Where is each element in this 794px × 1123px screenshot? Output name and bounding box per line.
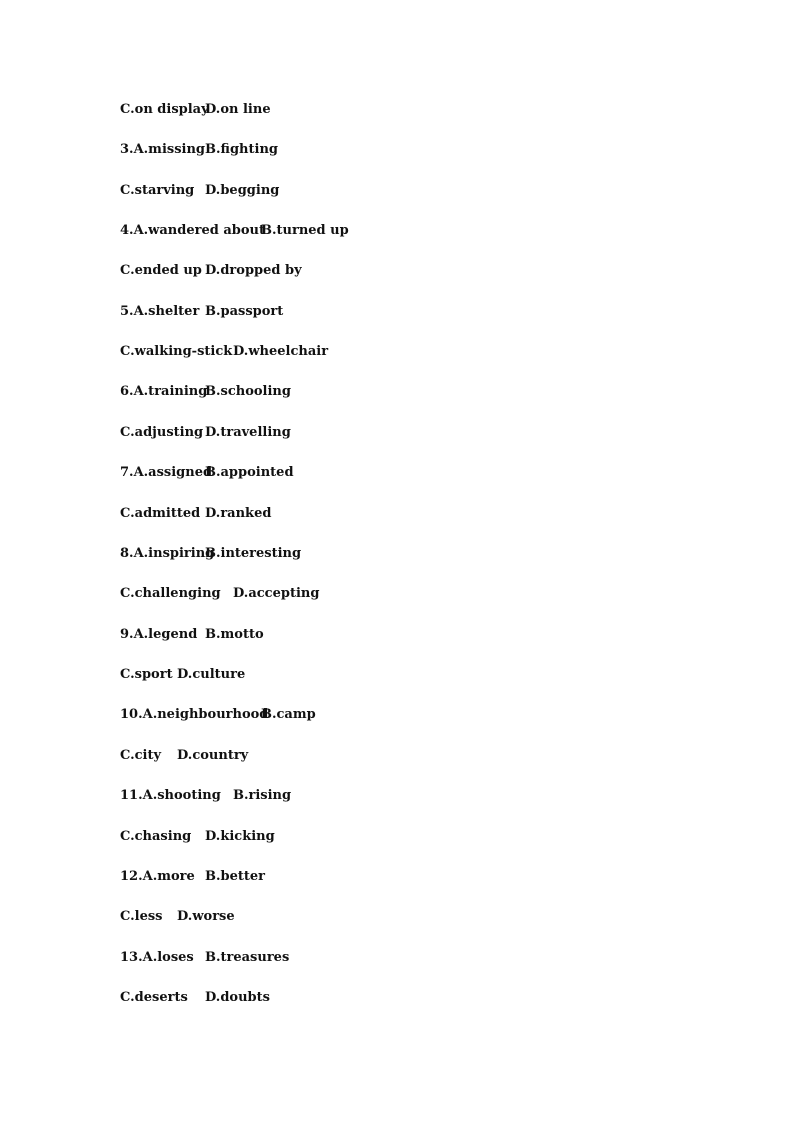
option-c: C.deserts (120, 990, 188, 1005)
option-b: B.fighting (205, 142, 278, 157)
option-a: 13.A.loses (120, 950, 194, 965)
option-c: C.city (120, 748, 162, 763)
option-d: D.country (177, 748, 249, 763)
option-d: D.accepting (233, 586, 320, 601)
option-b: B.better (205, 869, 266, 884)
option-a: 8.A.inspiring (120, 546, 215, 561)
option-a: 6.A.training (120, 384, 208, 399)
option-b: B.schooling (205, 384, 291, 399)
option-c: C.adjusting (120, 425, 204, 440)
option-c: C.ended up (120, 263, 202, 278)
option-b: B.rising (233, 788, 292, 803)
option-d: D.kicking (205, 829, 275, 844)
option-b: B.motto (205, 627, 264, 642)
option-d: D.doubts (205, 990, 270, 1005)
option-c: C.challenging (120, 586, 221, 601)
option-a: 12.A.more (120, 869, 195, 884)
option-c: C.chasing (120, 829, 192, 844)
option-d: D.travelling (205, 425, 291, 440)
option-d: D.worse (177, 909, 235, 924)
option-a: 4.A.wandered about (120, 223, 265, 238)
option-c: C.admitted (120, 506, 201, 521)
option-a: 5.A.shelter (120, 304, 200, 319)
option-d: D.dropped by (205, 263, 302, 278)
option-c: C.sport (120, 667, 173, 682)
option-c: C.on display (120, 102, 209, 117)
option-c: C.starving (120, 183, 195, 198)
option-b: B.treasures (205, 950, 290, 965)
option-c: C.less (120, 909, 163, 924)
option-d: D.wheelchair (233, 344, 329, 359)
option-a: 7.A.assigned (120, 465, 213, 480)
option-d: D.on line (205, 102, 271, 117)
option-d: D.ranked (205, 506, 272, 521)
option-b: B.passport (205, 304, 284, 319)
option-b: B.appointed (205, 465, 294, 480)
option-a: 3.A.missing (120, 142, 205, 157)
option-c: C.walking-stick (120, 344, 233, 359)
option-d: D.culture (177, 667, 246, 682)
option-a: 11.A.shooting (120, 788, 221, 803)
option-d: D.begging (205, 183, 280, 198)
option-b: B.camp (261, 707, 316, 722)
option-a: 9.A.legend (120, 627, 198, 642)
option-b: B.turned up (261, 223, 349, 238)
option-b: B.interesting (205, 546, 302, 561)
option-a: 10.A.neighbourhood (120, 707, 269, 722)
